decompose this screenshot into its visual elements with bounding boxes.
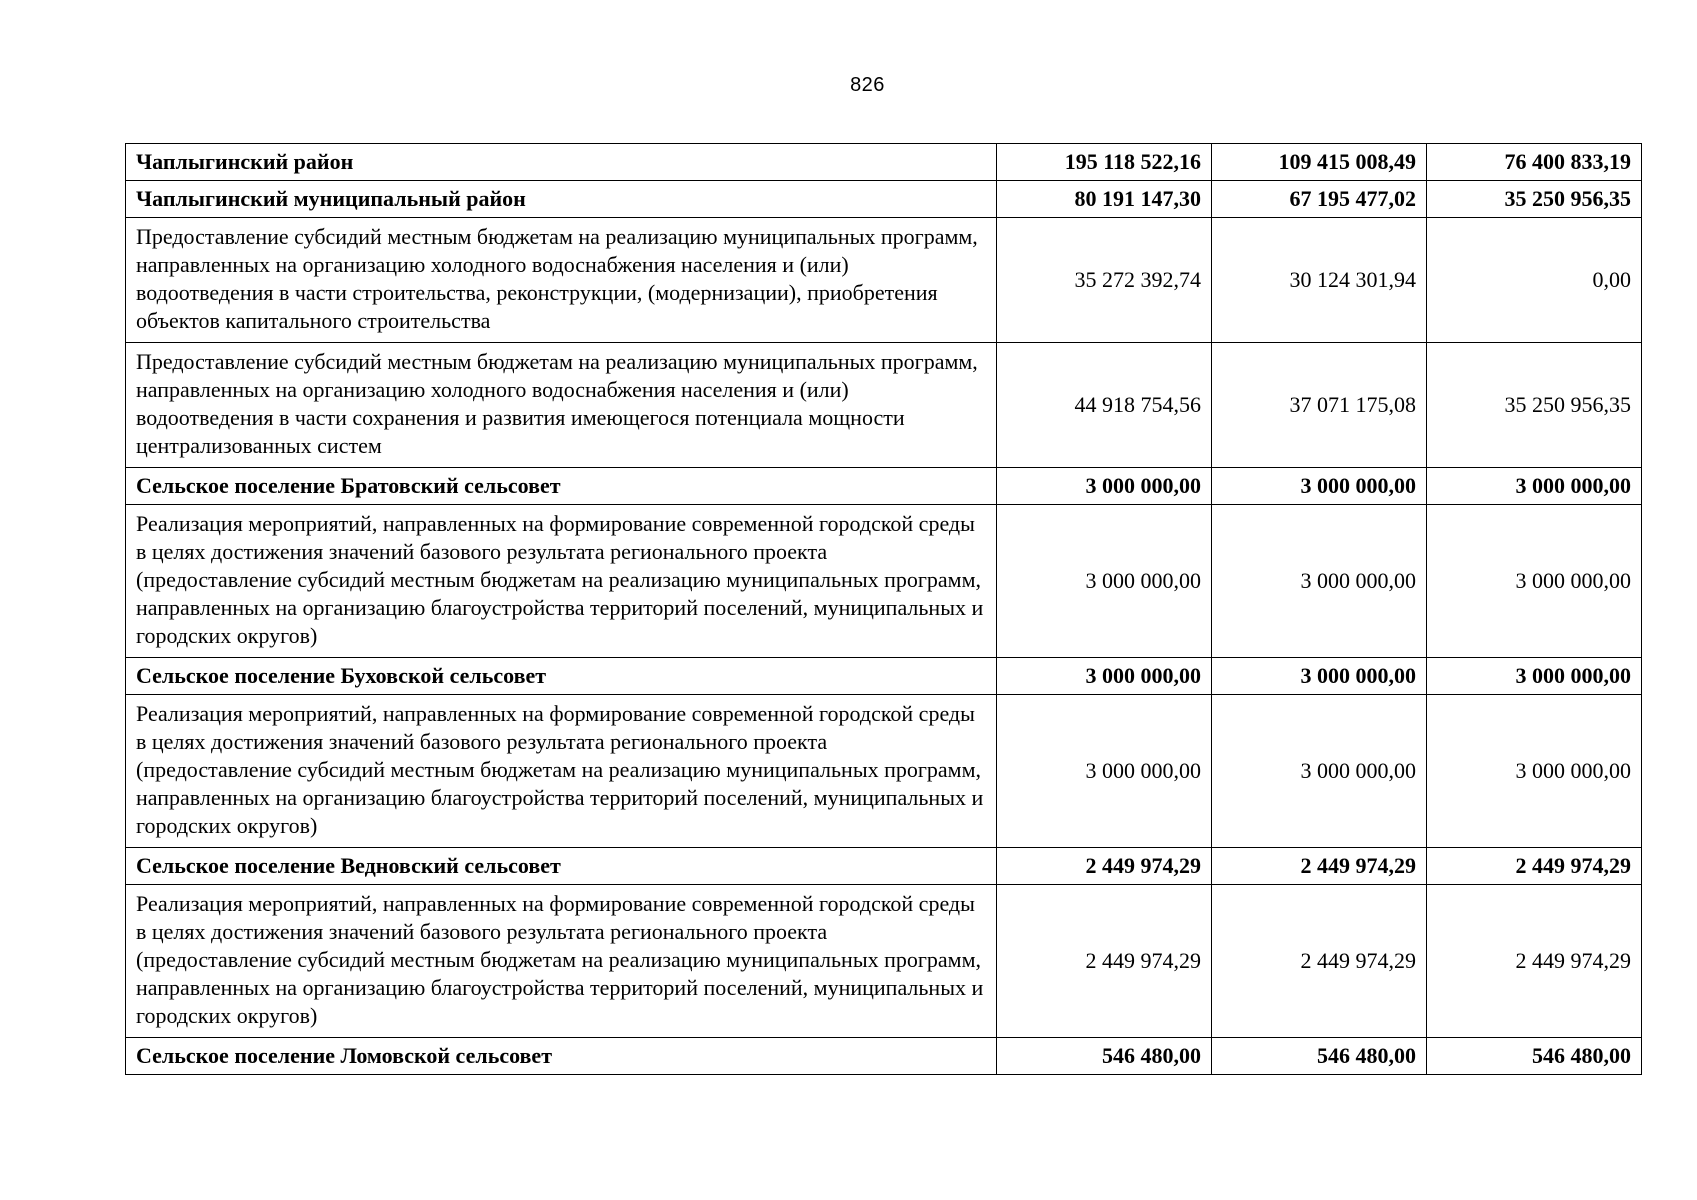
- row-name: Реализация мероприятий, направленных на формирование современной городской среды в целях достижения значений базового результата регионального проекта (предоставление субсидий местным бюджетам на реализацию муниципальных программ, направленных на организацию благоустройства территорий поселений, муниципальных и городских округов): [126, 695, 997, 848]
- value-year-1: 3 000 000,00: [997, 468, 1212, 505]
- table-row: [126, 658, 1642, 695]
- table-row: [126, 144, 1642, 181]
- row-name: Предоставление субсидий местным бюджетам на реализацию муниципальных программ, направленных на организацию холодного водоснабжения населения и (или) водоотведения в части строительства, реконструкции, (модернизации), приобретения объектов капитального строительства: [126, 218, 997, 343]
- row-name: Сельское поселение Буховской сельсовет: [126, 658, 997, 695]
- value-year-1: 546 480,00: [997, 1038, 1212, 1075]
- value-year-3: 76 400 833,19: [1427, 144, 1642, 181]
- value-year-1: 35 272 392,74: [997, 218, 1212, 343]
- value-year-2: 37 071 175,08: [1212, 343, 1427, 468]
- row-name: Чаплыгинский район: [126, 144, 997, 181]
- row-name: Реализация мероприятий, направленных на формирование современной городской среды в целях достижения значений базового результата регионального проекта (предоставление субсидий местным бюджетам на реализацию муниципальных программ, направленных на организацию благоустройства территорий поселений, муниципальных и городских округов): [126, 885, 997, 1038]
- page-number: 826: [850, 74, 885, 96]
- row-name: Предоставление субсидий местным бюджетам на реализацию муниципальных программ, направленных на организацию холодного водоснабжения населения и (или) водоотведения в части сохранения и развития имеющегося потенциала мощности централизованных систем: [126, 343, 997, 468]
- row-name: Чаплыгинский муниципальный район: [126, 181, 997, 218]
- value-year-1: 3 000 000,00: [997, 505, 1212, 658]
- table-row: [126, 505, 1642, 658]
- value-year-3: 2 449 974,29: [1427, 848, 1642, 885]
- value-year-3: 35 250 956,35: [1427, 343, 1642, 468]
- value-year-2: 3 000 000,00: [1212, 505, 1427, 658]
- value-year-3: 546 480,00: [1427, 1038, 1642, 1075]
- budget-table-body: [126, 144, 1642, 1075]
- table-row: [126, 218, 1642, 343]
- table-row: [126, 181, 1642, 218]
- table-row: [126, 468, 1642, 505]
- value-year-2: 3 000 000,00: [1212, 658, 1427, 695]
- value-year-2: 109 415 008,49: [1212, 144, 1427, 181]
- value-year-2: 546 480,00: [1212, 1038, 1427, 1075]
- value-year-2: 2 449 974,29: [1212, 885, 1427, 1038]
- table-row: [126, 343, 1642, 468]
- value-year-3: 35 250 956,35: [1427, 181, 1642, 218]
- row-name: Сельское поселение Братовский сельсовет: [126, 468, 997, 505]
- table-row: [126, 1038, 1642, 1075]
- value-year-1: 80 191 147,30: [997, 181, 1212, 218]
- budget-table: [125, 143, 1642, 1075]
- value-year-2: 3 000 000,00: [1212, 468, 1427, 505]
- value-year-2: 30 124 301,94: [1212, 218, 1427, 343]
- value-year-3: 3 000 000,00: [1427, 658, 1642, 695]
- value-year-3: 3 000 000,00: [1427, 695, 1642, 848]
- row-name: Сельское поселение Ведновский сельсовет: [126, 848, 997, 885]
- value-year-2: 3 000 000,00: [1212, 695, 1427, 848]
- table-row: [126, 695, 1642, 848]
- value-year-3: 3 000 000,00: [1427, 505, 1642, 658]
- value-year-3: 2 449 974,29: [1427, 885, 1642, 1038]
- value-year-2: 67 195 477,02: [1212, 181, 1427, 218]
- value-year-1: 3 000 000,00: [997, 695, 1212, 848]
- value-year-1: 195 118 522,16: [997, 144, 1212, 181]
- value-year-2: 2 449 974,29: [1212, 848, 1427, 885]
- table-row: [126, 848, 1642, 885]
- value-year-3: 3 000 000,00: [1427, 468, 1642, 505]
- value-year-1: 3 000 000,00: [997, 658, 1212, 695]
- row-name: Реализация мероприятий, направленных на формирование современной городской среды в целях достижения значений базового результата регионального проекта (предоставление субсидий местным бюджетам на реализацию муниципальных программ, направленных на организацию благоустройства территорий поселений, муниципальных и городских округов): [126, 505, 997, 658]
- row-name: Сельское поселение Ломовской сельсовет: [126, 1038, 997, 1075]
- value-year-3: 0,00: [1427, 218, 1642, 343]
- value-year-1: 2 449 974,29: [997, 885, 1212, 1038]
- value-year-1: 44 918 754,56: [997, 343, 1212, 468]
- table-row: [126, 885, 1642, 1038]
- value-year-1: 2 449 974,29: [997, 848, 1212, 885]
